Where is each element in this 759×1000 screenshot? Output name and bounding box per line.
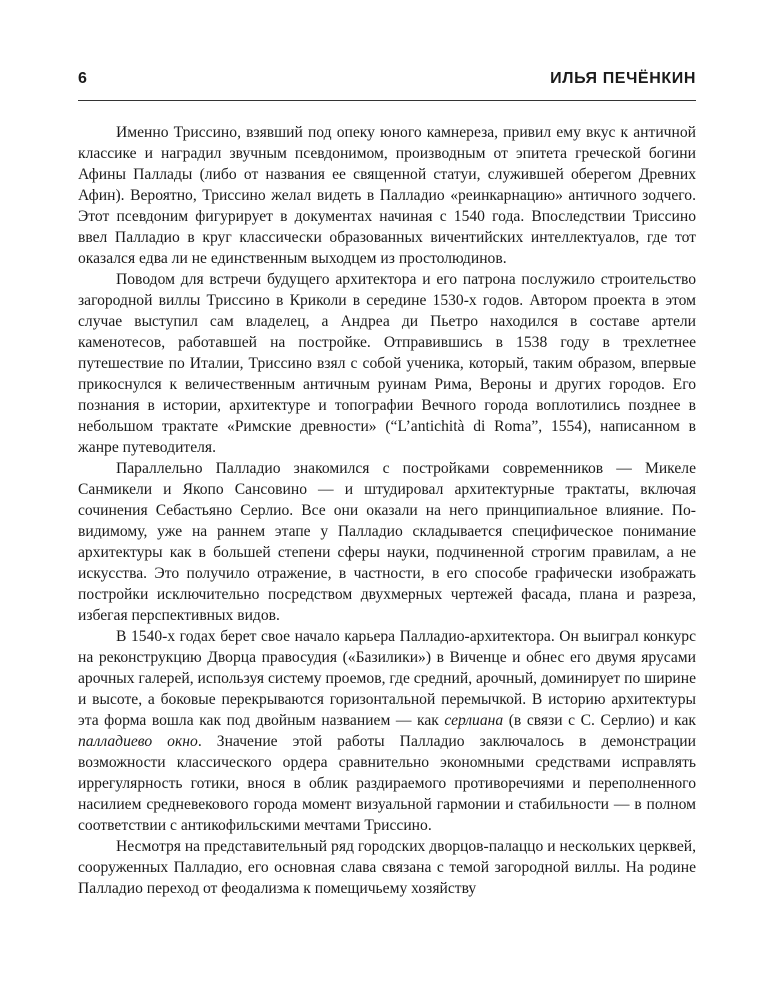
- paragraph-3: Параллельно Палладио знакомился с постройками современников — Микеле Санмикели и Якопо Сансовино — и штудировал архитектурные трактаты, включая сочинения Себастьяно Серлио. Все они оказали на него принципиальное влияние. По-видимому, уже на раннем этапе у Палладио складывается специфическое понимание архитектуры как в большей степени сферы науки, подчиненной строгим правилам, а не искусства. Это получило отражение, в частности, в его способе графически изображать постройки исключительно посредством двухмерных чертежей фасада, плана и разреза, избегая перспективных видов.: [78, 460, 696, 624]
- page-header: [78, 70, 696, 98]
- page-number: 6: [78, 70, 88, 87]
- paragraph-5: Несмотря на представительный ряд городских дворцов-палаццо и нескольких церквей, сооруженных Палладио, его основная слава связана с темой загородной виллы. На родине Палладио переход от феодализма к помещичьему хозяйству: [78, 838, 697, 897]
- paragraph-1: Именно Триссино, взявший под опеку юного камнереза, привил ему вкус к античной классике и наградил звучным псевдонимом, производным от эпитета греческой богини Афины Паллады (либо от названия ее священной статуи, служившей оберегом Древних Афин). Вероятно, Триссино желал видеть в Палладио «реинкарнацию» античного зодчего. Этот псевдоним фигурирует в документах начиная с 1540 года. Впоследствии Триссино ввел Палладио в круг классически образованных вичентийских интеллектуалов, где тот оказался едва ли не единственным выходцем из простолюдинов.: [78, 124, 696, 267]
- term-palladian-window: палладиево окно: [78, 733, 198, 750]
- paragraph-4-part-1: В 1540-х годах берет свое начало карьера Палладио-архитектора. Он выиграл конкурс на реконструкцию Дворца правосудия («Базилики») в Виченце и обнес его двумя ярусами арочных галерей, используя систему проемов, где средний, арочный, доминирует по ширине и высоте, а боковые перекрываются горизонтальной перемычкой. В историю архитектуры эта форма вошла как под двойным названием — как: [78, 628, 696, 729]
- body-text: [78, 122, 696, 899]
- paragraph-4-part-3: . Значение этой работы Палладио заключалось в демонстрации возможности классического ордера сравнительно экономными средствами исправлять иррегулярность готики, внося в облик раздираемого противоречиями и переполненного насилием средневекового города момент визуальной гармонии и стабильности — в полном соответствии с антикофильскими мечтами Триссино.: [78, 733, 696, 834]
- paragraph-2: Поводом для встречи будущего архитектора и его патрона послужило строительство загородной виллы Триссино в Криколи в середине 1530-х годов. Автором проекта в этом случае выступил сам владелец, а Андреа ди Пьетро находился в составе артели каменотесов, работавшей на постройке. Отправившись в 1538 году в трехлетнее путешествие по Италии, Триссино взял с собой ученика, который, таким образом, впервые прикоснулся к величественным античным руинам Рима, Вероны и других городов. Его познания в истории, архитектуре и топографии Вечного города воплотились позднее в небольшом трактате «Римские древности» (“L’antichità di Roma”, 1554), написанном в жанре путеводителя.: [78, 271, 696, 456]
- paragraph-4-part-2: (в связи с С. Серлио) и как: [503, 712, 696, 729]
- running-head-author: ИЛЬЯ ПЕЧЁНКИН: [550, 70, 696, 87]
- paragraph-4: [78, 626, 696, 836]
- header-rule: [78, 100, 696, 101]
- term-serliana: серлиана: [444, 712, 504, 729]
